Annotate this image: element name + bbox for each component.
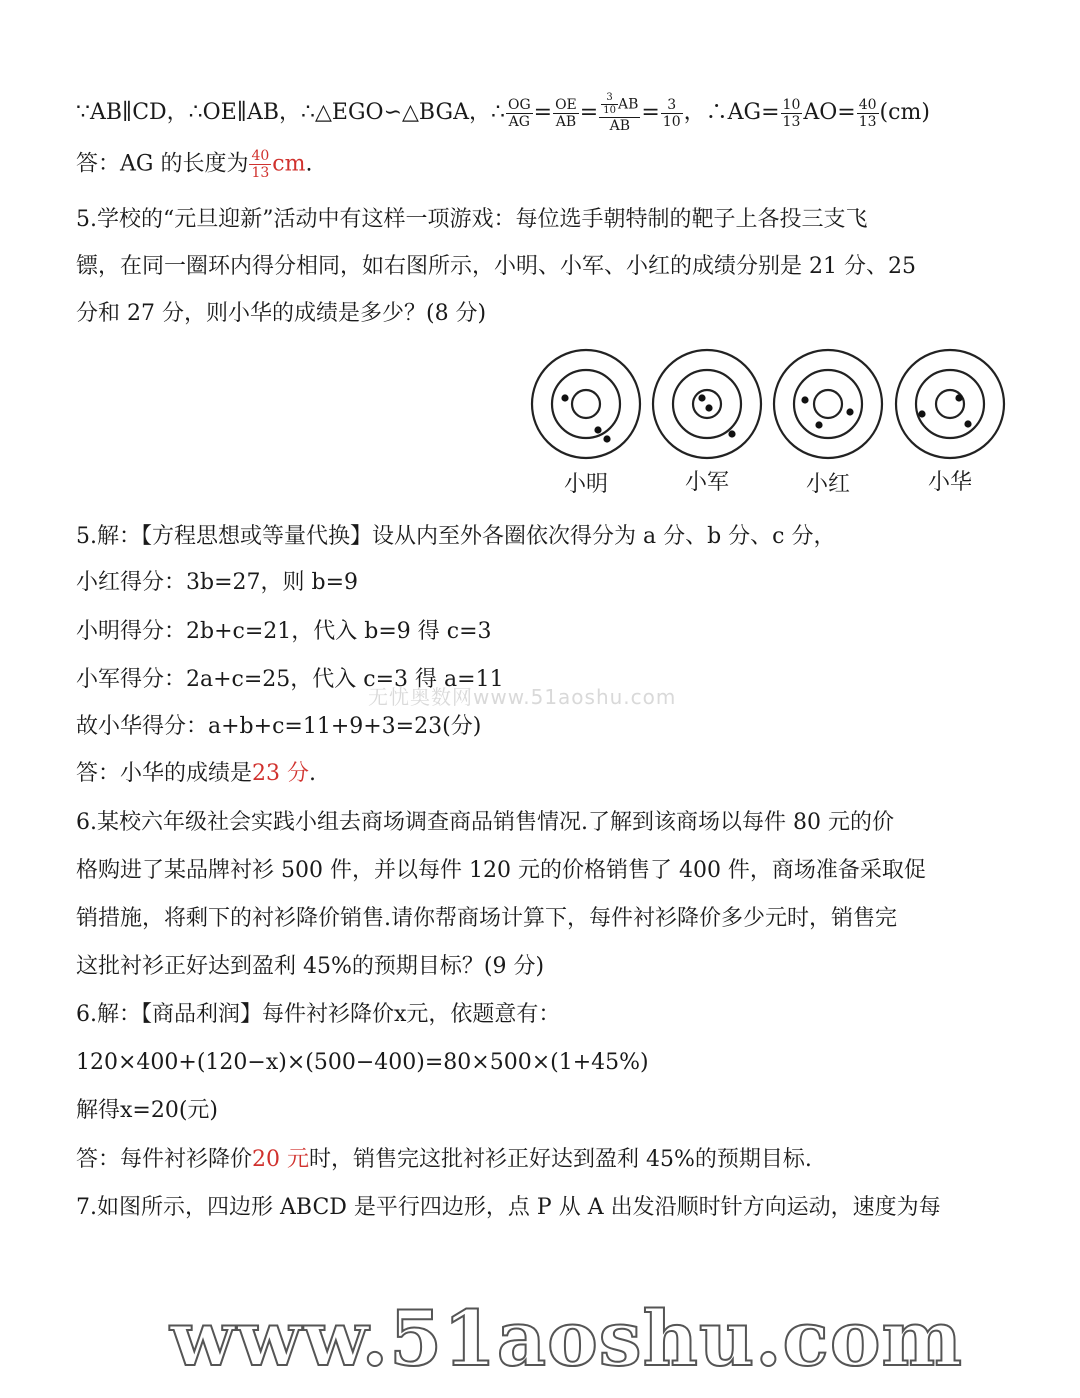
fraction-nested [599,92,640,134]
q6-line-4: 这批衬衫正好达到盈利 45%的预期目标？(9 分) [76,954,545,979]
answer-prefix: 答：AG 的长度为 [76,151,249,177]
frac-num: 3 [601,92,618,105]
dart-dot [846,408,853,415]
q5-line-2: 镖，在同一圈环内得分相同，如右图所示，小明、小军、小红的成绩分别是 21 分、25 [76,254,916,279]
frac-den: AG [508,113,530,130]
frac-num-text: AB [617,96,639,113]
watermark-small: 无忧奥数网www.51aoshu.com [368,685,677,709]
frac-den: AB [555,113,577,130]
sol6-line-3: 解得x=20(元) [76,1098,219,1123]
proof-prefix: ∵AB∥CD，∴OE∥AB，∴△EGO∽△BGA，∴ [76,100,505,125]
q5-line-1: 5.学校的“元旦迎新”活动中有这样一项游戏：每位选手朝特制的靶子上各投三支飞 [76,207,868,232]
proof-mid: ，∴AG= [683,100,780,125]
sol5-line-5: 故小华得分：a+b+c=11+9+3=23(分) [76,714,482,739]
dartboards-figure [520,340,1020,470]
answer-5 [76,759,316,789]
answer-prefix: 答：每件衬衫降价 [76,1147,253,1172]
answer-prefix: 答：小华的成绩是 [76,761,253,786]
dart-dot [594,426,601,433]
label-xiaojun: 小军 [684,470,729,495]
fraction-og-ag [506,97,533,130]
label-xiaoming: 小明 [563,472,608,497]
inner-fraction [601,92,618,117]
answer-fraction [249,148,271,181]
dartboard-xiaojun [653,350,761,458]
frac-den: 10 [603,105,616,116]
answer-6 [76,1145,812,1175]
fraction-40-13 [857,97,879,130]
dart-dot [603,435,610,442]
label-xiaohong: 小红 [805,472,850,497]
answer-end: 时，销售完这批衬衫正好达到盈利 45%的预期目标. [309,1147,812,1172]
q6-line-1: 6.某校六年级社会实践小组去商场调查商品销售情况.了解到该商场以每件 80 元的价 [76,810,894,835]
dart-dot [705,404,712,411]
dart-dot [955,394,962,401]
frac-num: 40 [251,148,270,164]
dartboard-xiaohong [774,350,882,458]
sol6-line-2: 120×400+(120−x)×(500−400)=80×500×(1+45%) [76,1050,649,1075]
proof-mid2: AO= [803,100,856,125]
sol5-line-3: 小明得分：2b+c=21，代入 b=9 得 c=3 [76,619,492,644]
answer-end: . [309,761,317,786]
frac-den: AB [609,118,630,134]
q6-line-2: 格购进了某品牌衬衫 500 件，并以每件 120 元的价格销售了 400 件，商场准备采取促 [76,858,926,883]
dart-dot [815,421,822,428]
dart-dot [561,394,568,401]
answer-unit: cm [272,151,306,177]
equals-sign: = [641,100,660,125]
frac-den: 13 [251,165,270,181]
frac-den: 13 [858,113,877,130]
watermark-large: www.51aoshu.com [170,1294,963,1383]
answer-value: 23 分 [252,761,310,786]
proof-suffix: (cm) [879,100,930,125]
frac-num: OE [555,96,577,113]
dart-dot [698,394,705,401]
fraction-oe-ab [553,97,579,130]
fraction-10-13 [781,97,803,130]
answer-end: . [305,151,313,177]
sol5-line-1: 5.解：【方程思想或等量代换】设从内至外各圈依次得分为 a 分、b 分、c 分， [76,524,836,549]
q6-line-3: 销措施，将剩下的衬衫降价销售.请你帮商场计算下，每件衬衫降价多少元时，销售完 [76,906,897,931]
answer-value: 20 元 [252,1147,310,1172]
sol5-line-4: 小军得分：2a+c=25，代入 c=3 得 a=11 [76,667,504,692]
frac-num: OG [507,96,531,113]
frac-num: 40 [858,96,877,113]
equals-sign: = [533,100,553,125]
frac-den: 10 [662,113,681,130]
dart-dot [964,420,971,427]
label-xiaohua: 小华 [927,470,972,495]
frac-den: 13 [782,113,801,130]
dartboard-xiaohua [896,350,1004,458]
dart-dot [918,410,925,417]
q5-line-3: 分和 27 分，则小华的成绩是多少？(8 分) [76,301,487,326]
dart-dot [801,396,808,403]
frac-num: 10 [782,96,801,113]
q7-line-1: 7.如图所示，四边形 ABCD 是平行四边形，点 P 从 A 出发沿顺时针方向运动，速度为每 [76,1195,941,1220]
sol6-line-1: 6.解：【商品利润】每件衬衫降价x元，依题意有： [76,1002,561,1027]
dartboard-xiaoming [532,350,640,458]
answer-4 [76,148,312,181]
frac-num: 3 [661,97,683,114]
frac-num [599,92,640,118]
equals-sign: = [579,100,599,125]
dart-dot [728,430,735,437]
fraction-3-10 [661,97,683,130]
sol5-line-2: 小红得分：3b=27，则 b=9 [76,570,359,595]
proof-line [76,92,930,134]
